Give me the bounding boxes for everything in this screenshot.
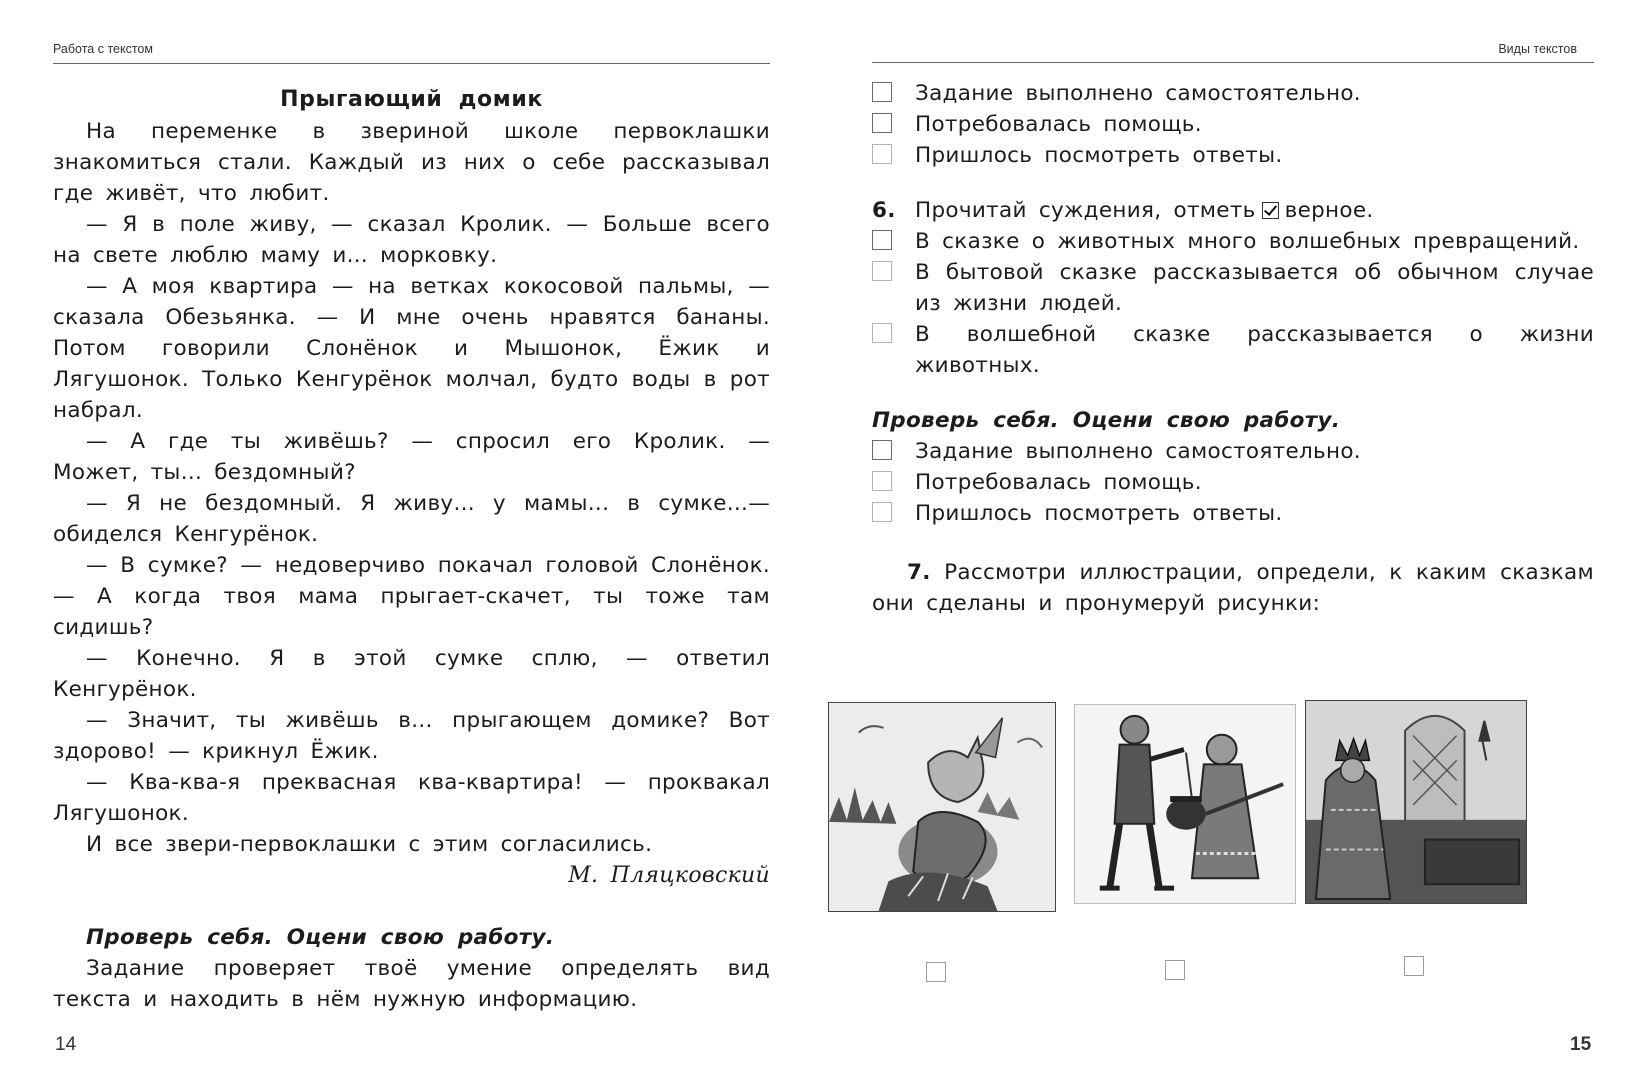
tsar-in-palace-illustration [1305,700,1527,904]
assessment-option [872,436,1594,467]
statement-checkbox[interactable] [872,230,892,250]
statement-checkbox[interactable] [872,261,892,281]
assessment-option-label: Задание выполнено самостоятельно. [915,439,1361,464]
answer-box-2[interactable] [1165,960,1185,980]
statement-option [872,319,1594,381]
story-paragraph: — А где ты живёшь? — спросил его Кролик. — Может, ты... бездомный? [53,429,770,485]
task-instruction: Прочитай суждения, отметь [915,198,1256,223]
assessment-option-label: Потребовалась помощь. [915,470,1202,495]
answer-box-3[interactable] [1404,956,1424,976]
story-paragraph: — А моя квартира — на ветках кокосовой пальмы, — сказала Обезьянка. — И мне очень нравятся бананы. Потом говорили Слонёнок и Мышонок, Ёжик и Лягушонок. Только Кенгурёнок молчал, будто воды в рот набрал. [53,274,770,423]
self-check-heading-right: Проверь себя. Оцени свою работу. [872,408,1341,433]
statement-option [872,257,1594,319]
assessment-option-label: Задание выполнено самостоятельно. [915,81,1361,106]
task-number: 7. [907,560,931,585]
assessment-checkbox[interactable] [872,502,892,522]
story-paragraph: — В сумке? — недоверчиво покачал головой Слонёнок. — А когда твоя мама прыгает-скачет, ты тоже там сидишь? [53,553,770,640]
assessment-checkbox[interactable] [872,113,892,133]
story-paragraph: — Я в поле живу, — сказал Кролик. — Больше всего на свете люблю маму и... морковку. [53,212,770,268]
soldier-and-old-woman-illustration [1074,704,1296,904]
story [53,84,770,1015]
story-title: Прыгающий домик [280,87,543,112]
assessment-checkbox[interactable] [872,82,892,102]
task-6 [872,195,1594,226]
assessment-option [872,498,1594,529]
header-rule-right [872,62,1594,63]
task-number: 6. [872,198,896,223]
statement-label: В сказке о животных много волшебных превращений. [915,229,1580,254]
story-paragraph: И все звери-первоклашки с этим согласились. [86,832,653,857]
fox-and-crane-illustration [828,702,1056,912]
assessment-option-label: Потребовалась помощь. [915,112,1202,137]
story-paragraph: — Конечно. Я в этой сумке сплю, — ответил Кенгурёнок. [53,646,770,702]
statement-label: В волшебной сказке рассказывается о жизни животных. [915,322,1594,378]
running-head-right: Виды текстов [1498,42,1577,56]
assessment-option-label: Пришлось посмотреть ответы. [915,143,1283,168]
task-7-text: Рассмотри иллюстрации, определи, к каким сказкам они сделаны и пронумеруй рисунки: [872,560,1595,616]
assessment-option [872,78,1594,109]
statement-option [872,226,1594,257]
assessment-checkbox[interactable] [872,471,892,491]
checkmark-box-icon [1262,202,1279,219]
page-number-right: 15 [1570,1034,1592,1055]
story-paragraph: — Я не бездомный. Я живу... у мамы... в сумке...— обиделся Кенгурёнок. [53,491,770,547]
answer-box-1[interactable] [926,962,946,982]
assessment-option [872,467,1594,498]
statement-checkbox[interactable] [872,323,892,343]
assessment-option [872,140,1594,171]
story-paragraph: — Значит, ты живёшь в... прыгающем домике? Вот здорово! — крикнул Ёжик. [53,708,770,764]
assessment-option [872,109,1594,140]
statement-label: В бытовой сказке рассказывается об обычном случае из жизни людей. [915,260,1594,316]
task-instruction-end: верное. [1284,198,1374,223]
right-page [817,0,1634,1080]
header-rule-left [53,63,770,64]
self-check-text: Задание проверяет твоё умение определять вид текста и находить в нём нужную информацию. [53,956,770,1012]
self-check-heading-left: Проверь себя. Оцени свою работу. [86,925,555,950]
page-number-left: 14 [55,1034,77,1055]
right-column [872,78,1594,619]
assessment-option-label: Пришлось посмотреть ответы. [915,501,1283,526]
story-paragraph: На переменке в звериной школе первоклашки знакомиться стали. Каждый из них о себе рассказывал где живёт, что любит. [53,119,770,206]
assessment-checkbox[interactable] [872,144,892,164]
story-paragraph: — Ква-ква-я преквасная ква-квартира! — проквакал Лягушонок. [53,770,770,826]
story-author: М. Пляцковский [568,863,770,888]
running-head-left: Работа с текстом [53,42,153,56]
task-7 [872,557,1594,619]
assessment-checkbox[interactable] [872,440,892,460]
